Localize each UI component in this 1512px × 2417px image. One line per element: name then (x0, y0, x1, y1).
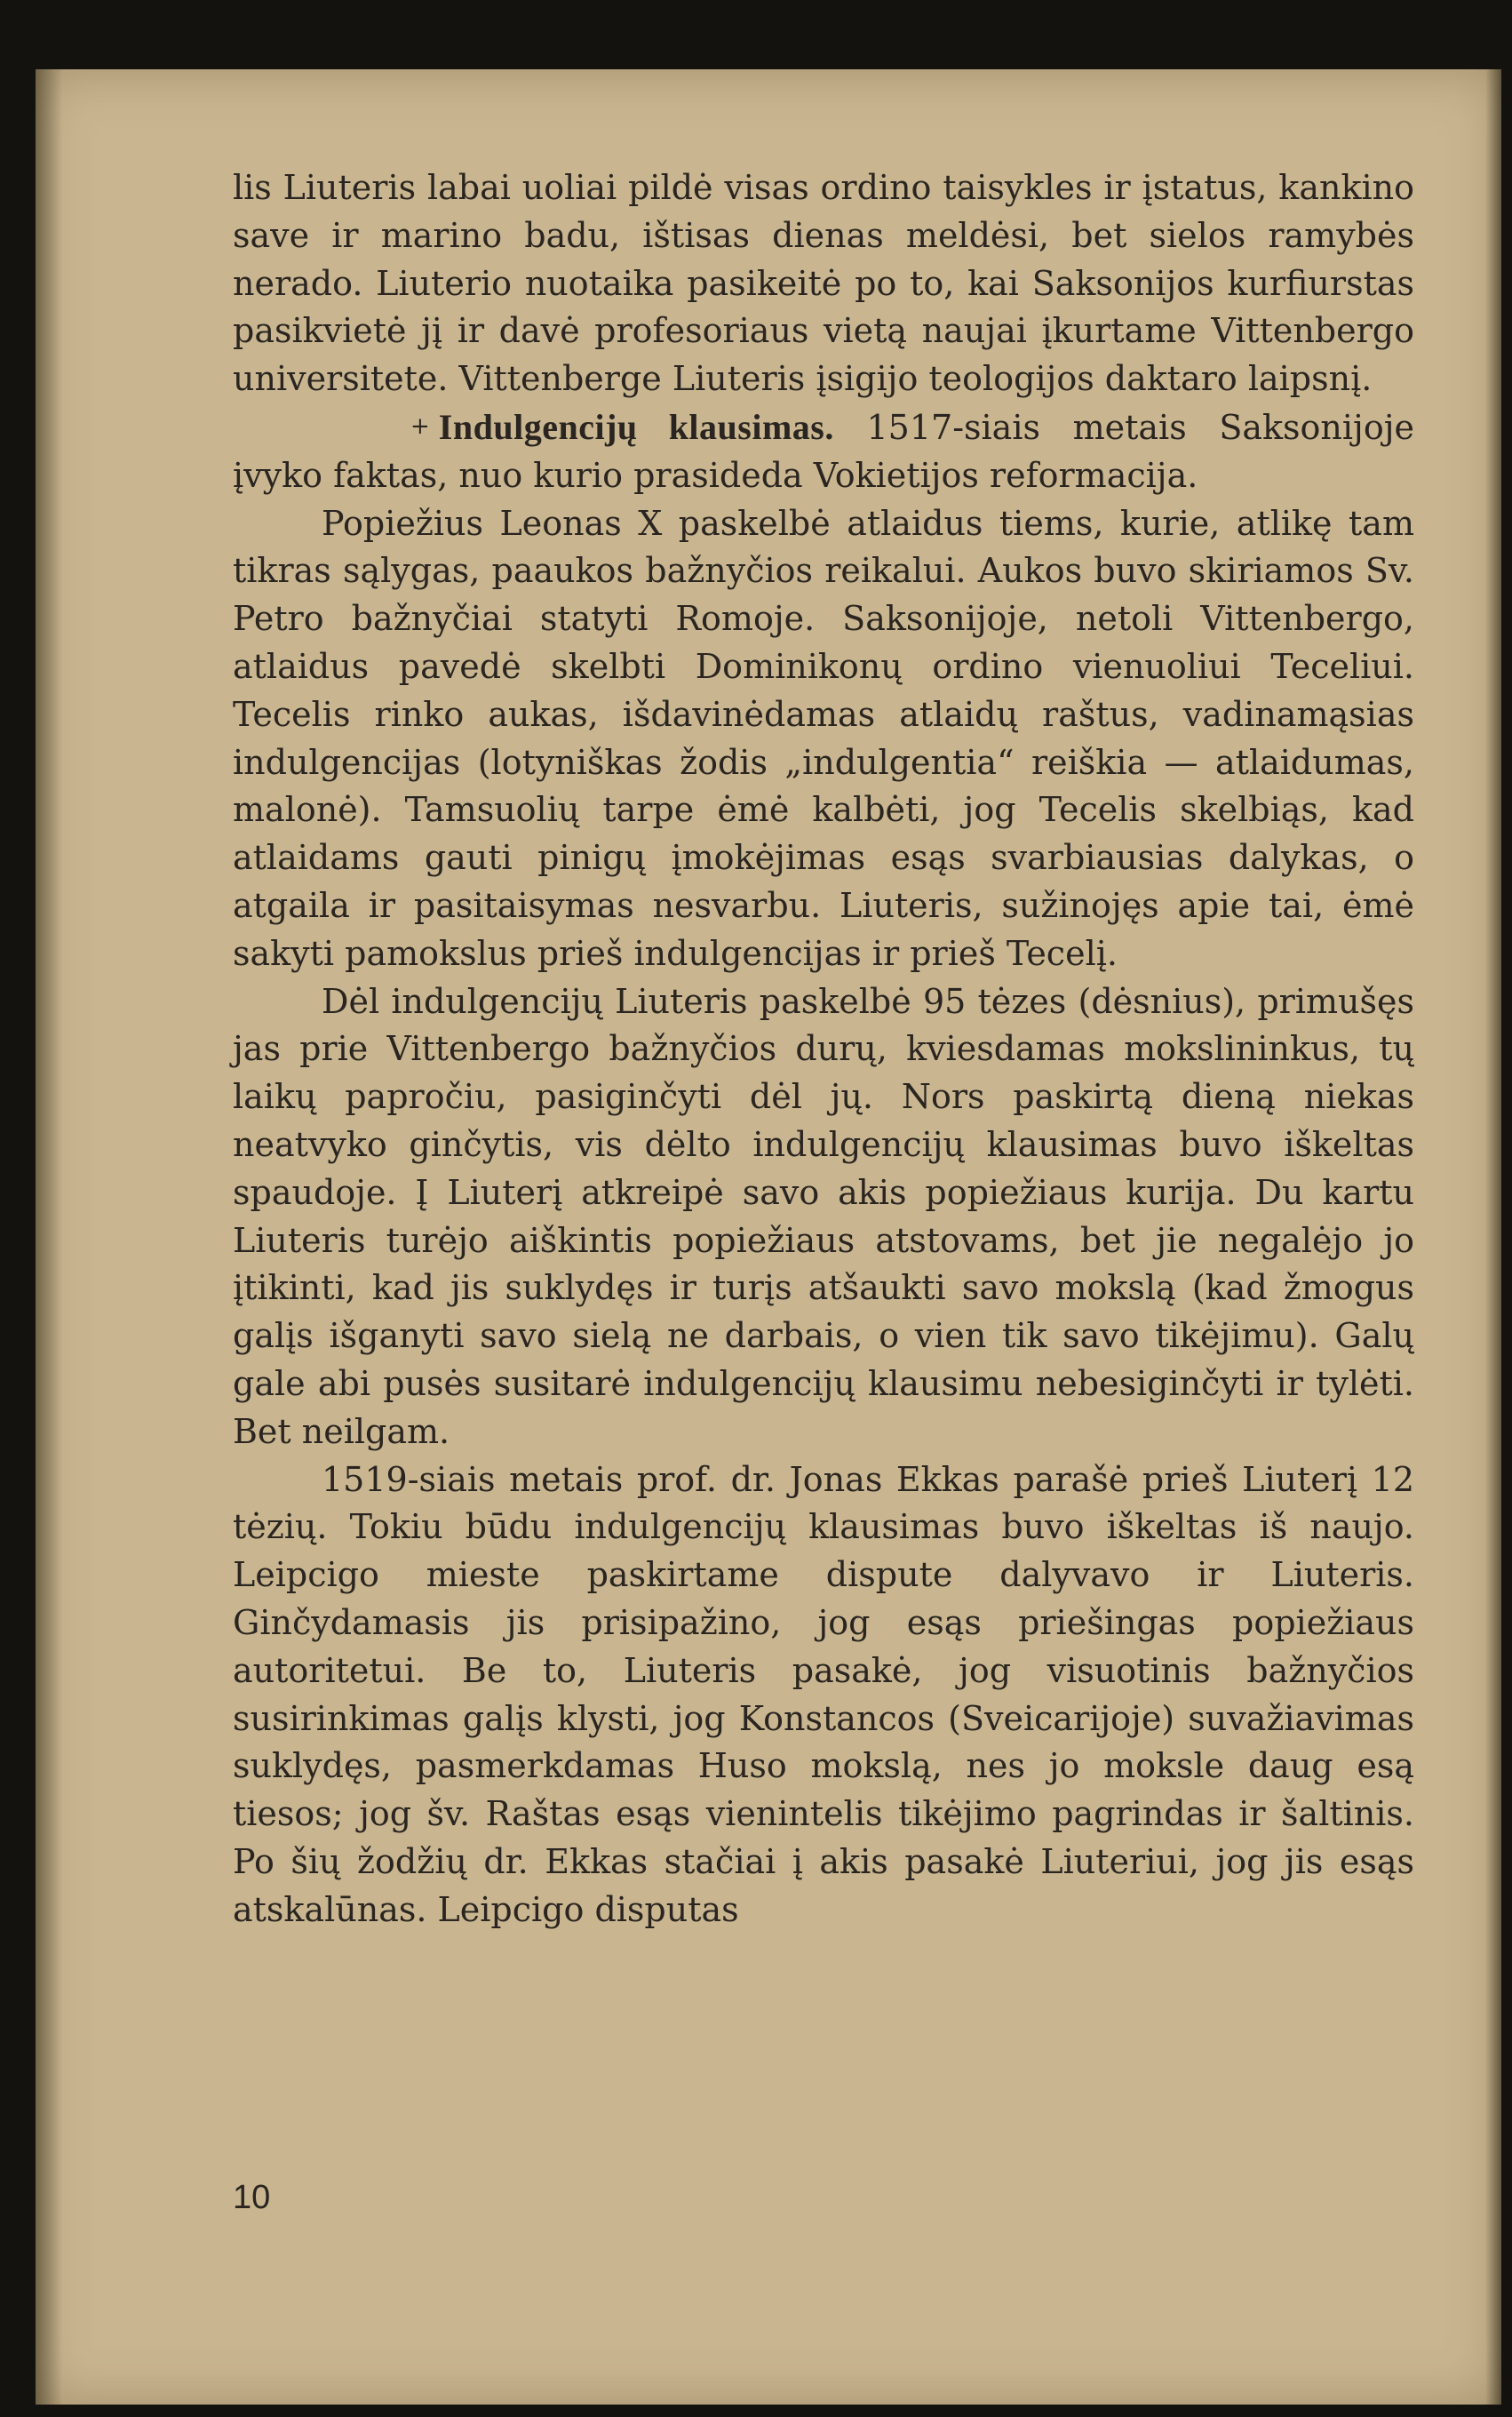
heading-mark: + (410, 412, 430, 440)
paragraph-5: 1519-siais metais prof. dr. Jonas Ekkas parašė prieš Liuterį 12 tėzių. Tokiu būdu indulgencijų klausimas buvo iškeltas iš naujo. Leipcigo mieste paskirtame dispute dalyvavo ir Liuteris. Ginčydamasis jis prisipažino, jog esąs priešingas popiežiaus autoritetui. Be to, Liuteris pasakė, jog visuotinis bažnyčios susirinkimas galįs klysti, jog Konstancos (Sveicarijoje) suvažiavimas suklydęs, pasmerkdamas Huso mokslą, nes jo moksle daug esą tiesos; jog šv. Raštas esąs vienintelis tikėjimo pagrindas ir šaltinis. Po šių žodžių dr. Ekkas stačiai į akis pasakė Liuteriui, jog jis esąs atskalūnas. Leipcigo disputas (233, 1459, 1414, 1929)
page-number: 10 (233, 2179, 271, 2216)
paragraph-2-text: 1517-siais metais Saksonijoje įvyko faktas, nuo kurio prasideda Vokietijos reformacija. (233, 407, 1414, 495)
page-gutter-shadow (36, 69, 62, 2405)
body-text (233, 164, 1414, 1934)
paragraph-3: Popiežius Leonas X paskelbė atlaidus tiems, kurie, atlikę tam tikras sąlygas, paaukos bažnyčios reikalui. Aukos buvo skiriamos Sv. Petro bažnyčiai statyti Romoje. Saksonijoje, netoli Vittenbergo, atlaidus pavedė skelbti Dominikonų ordino vienuoliui Teceliui. Tecelis rinko aukas, išdavinėdamas atlaidų raštus, vadinamąsias indulgencijas (lotyniškas žodis „indulgentia“ reiškia — atlaidumas, malonė). Tamsuolių tarpe ėmė kalbėti, jog Tecelis skelbiąs, kad atlaidams gauti pinigų įmokėjimas esąs svarbiausias dalykas, o atgaila ir pasitaisymas nesvarbu. Liuteris, sužinojęs apie tai, ėmė sakyti pamokslus prieš indulgencijas ir prieš Tecelį. (233, 503, 1414, 973)
paragraph-1: lis Liuteris labai uoliai pildė visas ordino taisykles ir įstatus, kankino save ir marino badu, ištisas dienas meldėsi, bet sielos ramybės nerado. Liuterio nuotaika pasikeitė po to, kai Saksonijos kurfiurstas pasikvietė jį ir davė profesoriaus vietą naujai įkurtame Vittenbergo universitete. Vittenberge Liuteris įsigijo teologijos daktaro laipsnį. (233, 168, 1414, 399)
page-edge-shadow (1485, 69, 1501, 2405)
section-heading: Indulgencijų klausimas. (438, 406, 834, 447)
paragraph-4: Dėl indulgencijų Liuteris paskelbė 95 tėzes (dėsnius), primušęs jas prie Vittenbergo bažnyčios durų, kviesdamas mokslininkus, tų laikų papročiu, pasiginčyti dėl jų. Nors paskirtą dieną niekas neatvyko ginčytis, vis dėlto indulgencijų klausimas buvo iškeltas spaudoje. Į Liuterį atkreipė savo akis popiežiaus kurija. Du kartu Liuteris turėjo aiškintis popiežiaus atstovams, bet jie negalėjo jo įtikinti, kad jis suklydęs ir turįs atšaukti savo mokslą (kad žmogus galįs išganyti savo sielą ne darbais, o vien tik savo tikėjimu). Galų gale abi pusės susitarė indulgencijų klausimu nebesiginčyti ir tylėti. Bet neilgam. (233, 981, 1414, 1451)
paragraph-2 (233, 403, 1414, 500)
